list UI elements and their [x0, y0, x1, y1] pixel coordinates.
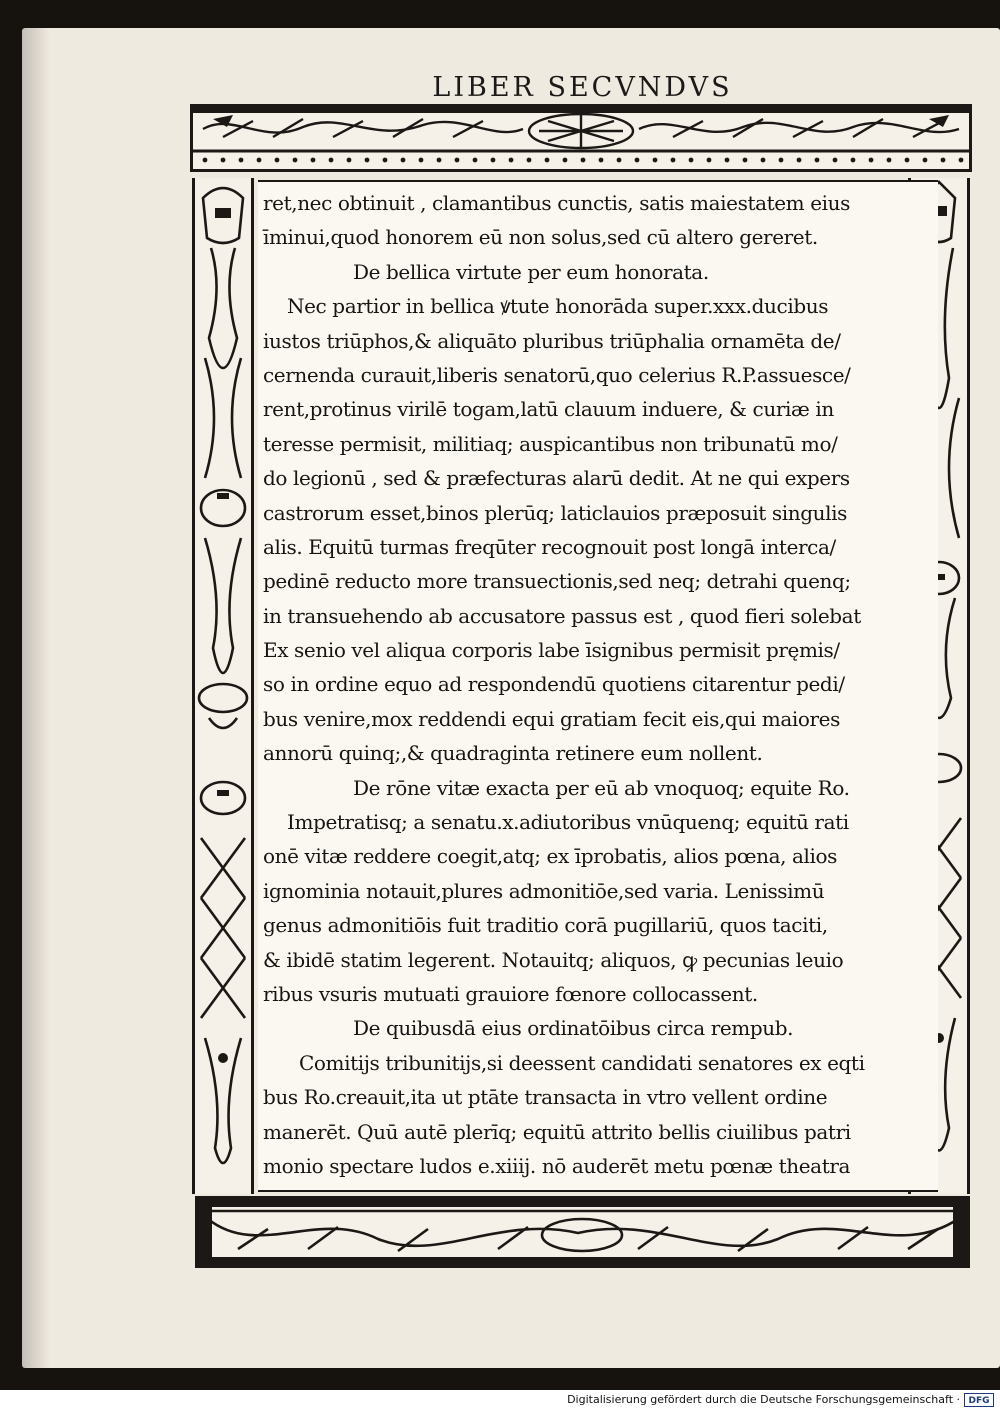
text-line: manerēt. Quū autē plerīq; equitū attrito bellis ciuilibus patri — [263, 1119, 851, 1144]
text-line: in transuehendo ab accusatore passus est , quod fieri solebat — [263, 603, 861, 628]
text-line: iustos triūphos,& aliquāto pluribus triūphalia ornamēta de/ — [263, 328, 841, 353]
text-line: ret,nec obtinuit , clamantibus cunctis, satis maiestatem eius — [263, 191, 850, 215]
text-line: bus venire,mox reddendi equi gratiam fecit eis,qui maiores — [263, 706, 840, 731]
text-line: ribus vsuris mutuati grauiore fœnore collocassent. — [263, 981, 758, 1006]
text-line: Comitijs tribunitijs,si deessent candidati senatores ex eqti — [299, 1050, 865, 1075]
text-line: onē vitæ reddere coegit,atq; ex īprobatis, alios pœna, alios — [263, 844, 838, 869]
text-line: ignominia notauit,plures admonitiōe,sed varia. Lenissimū — [263, 878, 825, 903]
text-line: do legionū , sed & præfecturas alarū dedit. At ne qui expers — [263, 466, 850, 491]
funding-credit: Digitalisierung gefördert durch die Deutsche Forschungsgemeinschaft · — [567, 1393, 960, 1406]
text-line: teresse permisit, militiaq; auspicantibus non tribunatū mo/ — [263, 431, 838, 456]
text-line: cernenda curauit,liberis senatorū,quo celerius R.P.assuesce/ — [263, 362, 851, 387]
text-line: Nec partior in bellica ꝟtute honorāda super.xxx.ducibus — [287, 294, 829, 319]
text-line: & ibidē statim legerent. Notauitq; aliquos, ꝙ pecunias leuio — [263, 947, 844, 972]
text-line: monio spectare ludos e.xiiij. nō auderēt metu pœnæ theatra — [263, 1153, 851, 1178]
top-ornament-band — [190, 104, 972, 172]
dfg-logo: DFG — [964, 1393, 994, 1407]
text-line: īminui,quod honorem eū non solus,sed cū altero gereret. — [263, 225, 818, 250]
text-column — [258, 180, 938, 1192]
text-line: pedinē reducto more transuectionis,sed neq; detrahi quenq; — [263, 569, 851, 594]
text-line: alis. Equitū turmas freqūter recognouit post longā interca/ — [263, 534, 836, 559]
text-line: so in ordine equo ad respondendū quotiens citarentur pedi/ — [263, 672, 845, 697]
text-line: annorū quinq;,& quadraginta retinere eum nollent. — [263, 741, 763, 766]
section-heading: De bellica virtute per eum honorata. — [353, 259, 709, 284]
section-heading: De rōne vitæ exacta per eū ab vnoquoq; equite Ro. — [353, 775, 850, 800]
section-heading: De quibusdā eius ordinatōibus circa rempub. — [353, 1016, 794, 1041]
text-line: rent,protinus virilē togam,latū clauum induere, & curiæ in — [263, 397, 834, 422]
bottom-ornament-band — [195, 1196, 970, 1268]
text-line: castrorum esset,binos plerūq; laticlauios præposuit singulis — [263, 500, 847, 525]
text-line: Impetratisq; a senatu.x.adiutoribus vnūquenq; equitū rati — [287, 810, 849, 835]
text-line: Ex senio vel aliqua corporis labe īsignibus permisit pręmis/ — [263, 638, 840, 663]
page-gutter-shadow — [22, 28, 50, 1368]
running-head: LIBER SECVNDVS — [432, 72, 733, 103]
text-line: bus Ro.creauit,ita ut ptāte transacta in vtro vellent ordine — [263, 1085, 828, 1110]
left-pillar-ornament — [192, 178, 254, 1194]
text-line: genus admonitiōis fuit traditio corā pugillariū, quos taciti, — [263, 913, 828, 938]
